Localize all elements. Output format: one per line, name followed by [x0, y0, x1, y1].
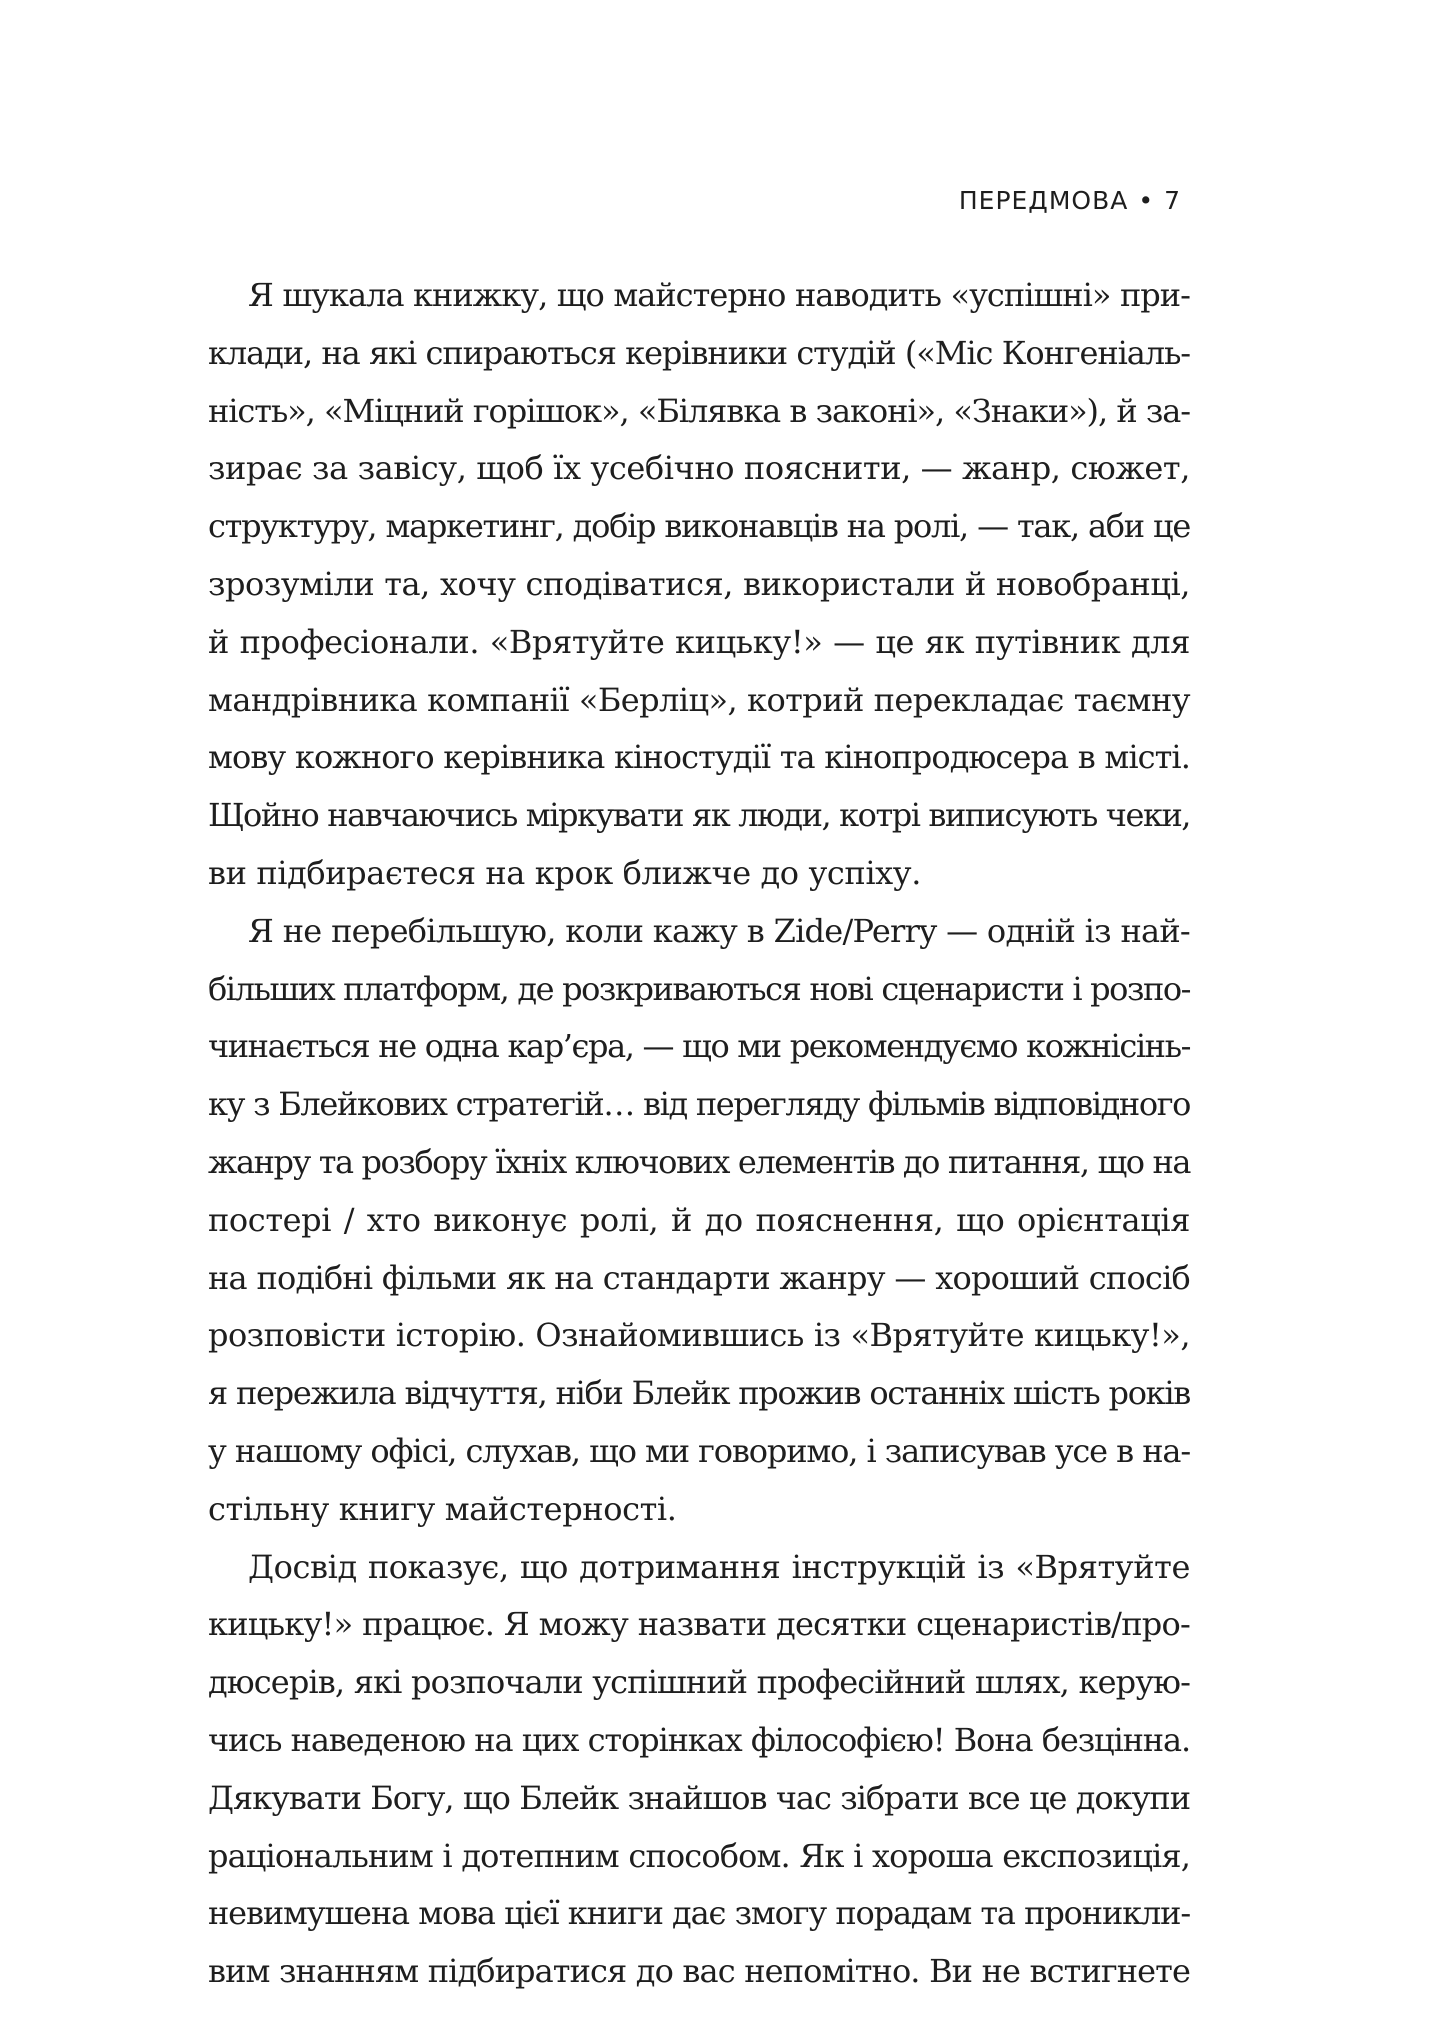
page-number: 7	[1164, 186, 1181, 215]
text-line: Дякувати Богу, що Блейк знайшов час зібрати все це докупи	[208, 1778, 1190, 1817]
text-line: зрозуміли та, хочу сподіватися, використали й новобранці,	[208, 564, 1190, 603]
text-line: дюсерів, які розпочали успішний професійний шлях, керую-	[208, 1663, 1190, 1702]
text-line: у нашому офісі, слухав, що ми говоримо, і записував усе в на-	[208, 1431, 1190, 1470]
running-head	[959, 186, 1181, 216]
body-text	[208, 267, 1190, 2001]
text-line: жанру та розбору їхніх ключових елементів до питання, що на	[208, 1142, 1190, 1181]
text-line: стільну книгу майстерності.	[208, 1489, 677, 1528]
paragraph	[208, 267, 1190, 903]
paragraph	[208, 903, 1190, 1539]
text-line: мову кожного керівника кіностудії та кінопродюсера в місті.	[208, 738, 1190, 777]
text-line: Я не перебільшую, коли кажу в Zide/Perry — одній із най-	[248, 911, 1190, 950]
text-line: чись наведеною на цих сторінках філософією! Вона безцінна.	[208, 1720, 1190, 1759]
section-title: ПЕРЕДМОВА	[958, 186, 1129, 215]
text-line: структуру, маркетинг, добір виконавців на ролі, — так, аби це	[208, 507, 1190, 546]
text-line: Я шукала книжку, що майстерно наводить «успішні» при-	[248, 276, 1190, 314]
paragraph	[208, 1539, 1190, 2001]
text-line: кицьку!» працює. Я можу назвати десятки сценаристів/про-	[208, 1605, 1190, 1644]
text-line: я пережила відчуття, ніби Блейк прожив останніх шість років	[208, 1374, 1190, 1413]
text-line: мандрівника компанії «Берліц», котрий перекладає таємну	[208, 680, 1190, 719]
text-line: постері / хто виконує ролі, й до пояснення, що орієнтація	[208, 1200, 1190, 1239]
text-line: на подібні фільми як на стандарти жанру — хороший спосіб	[208, 1258, 1190, 1297]
text-line: ність», «Міцний горішок», «Білявка в законі», «Знаки»), й за-	[208, 391, 1190, 430]
text-line: Щойно навчаючись міркувати як люди, котрі виписують чеки,	[208, 796, 1190, 835]
text-line: чинається не одна кар’єра, — що ми рекомендуємо кожнісінь-	[208, 1027, 1190, 1066]
text-line: невимушена мова цієї книги дає змогу порадам та проникли-	[208, 1894, 1190, 1933]
text-line: раціональним і дотепним способом. Як і хороша експозиція,	[208, 1836, 1190, 1875]
bullet-separator: •	[1138, 186, 1155, 215]
text-line: більших платформ, де розкриваються нові сценаристи і розпо-	[208, 969, 1190, 1008]
text-line: ку з Блейкових стратегій… від перегляду фільмів відповідного	[208, 1085, 1190, 1124]
text-line: клади, на які спираються керівники студій («Міс Конгеніаль-	[208, 333, 1190, 372]
text-line: й професіонали. «Врятуйте кицьку!» — це як путівник для	[208, 622, 1190, 661]
text-line: ви підбираєтеся на крок ближче до успіху.	[208, 853, 922, 892]
text-line: розповісти історію. Ознайомившись із «Врятуйте кицьку!»,	[208, 1316, 1190, 1355]
text-line: Досвід показує, що дотримання інструкцій із «Врятуйте	[248, 1547, 1190, 1586]
text-line: вим знанням підбиратися до вас непомітно. Ви не встигнете	[208, 1952, 1190, 1991]
text-line: зирає за завісу, щоб їх усебічно пояснити, — жанр, сюжет,	[208, 449, 1190, 488]
